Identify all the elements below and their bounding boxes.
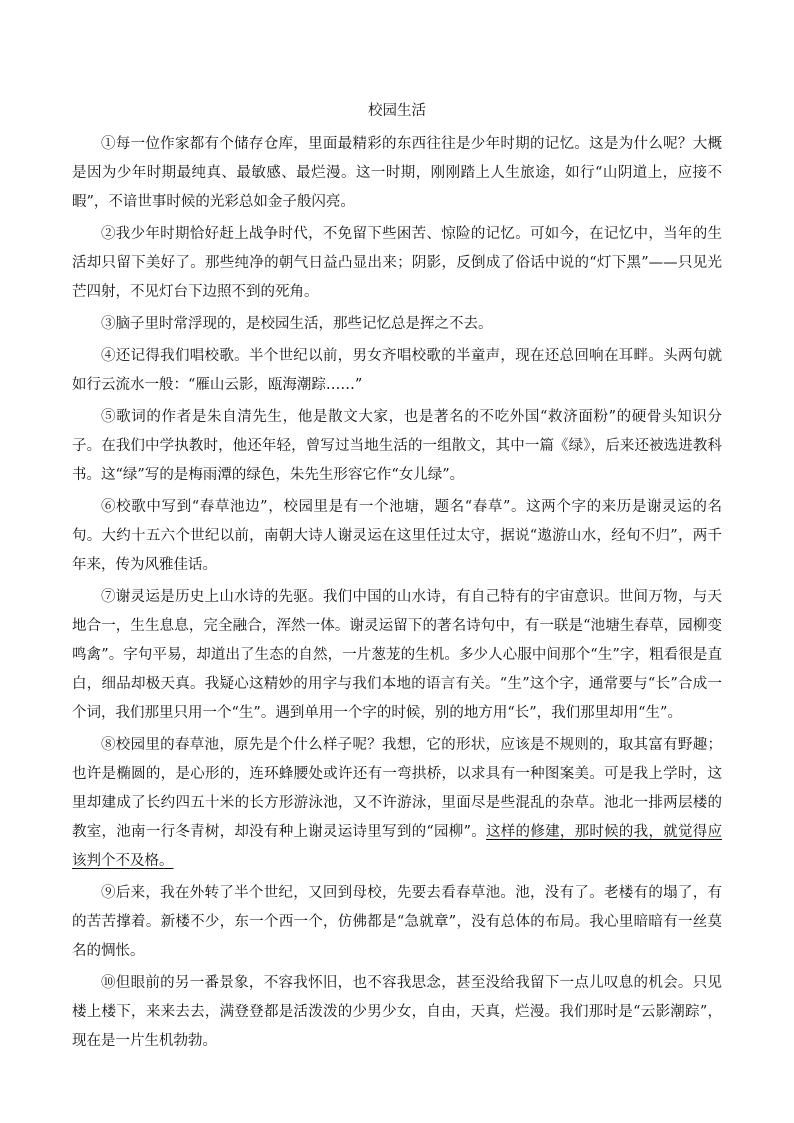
paragraph-4: ④还记得我们唱校歌。半个世纪以前，男女齐唱校歌的半童声，现在还总回响在耳畔。头两句就如行云流水一般：“雁山云影，瓯海潮踪……”: [72, 348, 722, 393]
underlined-sentence: 这样的修建，那时候的我，就觉得应该判个不及格。: [72, 824, 723, 869]
paragraph-8: [72, 731, 722, 876]
document-page: [72, 98, 722, 1059]
paragraph-1: ①每一位作家都有个储存仓库，里面最精彩的东西往往是少年时期的记忆。这是为什么呢？大概是因为少年时期最纯真、最敏感、最烂漫。这一时期，刚刚踏上人生旅途，如行“山阴道上，应接不暇”，不谙世事时候的光彩总如金子般闪亮。: [72, 136, 722, 210]
paragraph-10: ⑩但眼前的另一番景象，不容我怀旧，也不容我思念，甚至没给我留下一点儿叹息的机会。只见楼上楼下，来来去去，满登登都是活泼泼的少男少女，自由，天真，烂漫。我们那时是“云影潮踪”，现在是一片生机勃勃。: [72, 975, 722, 1049]
paragraph-7: ⑦谢灵运是历史上山水诗的先驱。我们中国的山水诗，有自己特有的宇宙意识。世间万物，与天地合一，生生息息，完全融合，浑然一体。谢灵运留下的著名诗句中，有一联是“池塘生春草，园柳变鸣禽”。字句平易，却道出了生态的自然，一片葱茏的生机。多少人心服中间那个“生”字，粗看很是直白，细品却极天真。我疑心这精妙的用字与我们本地的语言有关。“生”这个字，通常要与“长”合成一个词，我们那里只用一个“生”。遇到单用一个字的时候，别的地方用“长”，我们那里却用“生”。: [72, 589, 722, 721]
paragraph-6: ⑥校歌中写到“春草池边”，校园里是有一个池塘，题名“春草”。这两个字的来历是谢灵运的名句。大约十五六个世纪以前，南朝大诗人谢灵运在这里任过太守，据说“遨游山水，经旬不归”，两千年来，传为风雅佳话。: [72, 499, 722, 573]
paragraph-2: ②我少年时期恰好赶上战争时代，不免留下些困苦、惊险的记忆。可如今，在记忆中，当年的生活却只留下美好了。那些纯净的朝气日益凸显出来；阴影，反倒成了俗话中说的“灯下黑”——只见光芒四射，不见灯台下边照不到的死角。: [72, 226, 722, 300]
paragraph-3: ③脑子里时常浮现的，是校园生活，那些记忆总是挥之不去。: [101, 316, 493, 332]
article-title: 校园生活: [368, 103, 426, 119]
paragraph-8-text: ⑧校园里的春草池，原先是个什么样子呢？我想，它的形状，应该是不规则的，取其富有野趣；也许是椭圆的，是心形的，连环蜂腰处或许还有一弯拱桥，以求具有一种图案美。可是我上学时，这里却建成了长约四五十米的长方形游泳池，又不许游泳，里面尽是些混乱的杂草。池北一排两层楼的教室，池南一行冬青树，却没有种上谢灵运诗里写到的“园柳”。: [72, 737, 722, 840]
paragraph-9: ⑨后来，我在外转了半个世纪，又回到母校，先要去看春草池。池，没有了。老楼有的塌了，有的苦苦撑着。新楼不少，东一个西一个，仿佛都是“急就章”，没有总体的布局。我心里暗暗有一丝莫名的惆怅。: [72, 885, 722, 959]
paragraph-5: ⑤歌词的作者是朱自清先生，他是散文大家，也是著名的不吃外国“救济面粉”的硬骨头知识分子。在我们中学执教时，他还年轻，曾写过当地生活的一组散文，其中一篇《绿》，后来还被选进教科书。这“绿”写的是梅雨潭的绿色，朱先生形容它作“女儿绿”。: [72, 409, 722, 483]
